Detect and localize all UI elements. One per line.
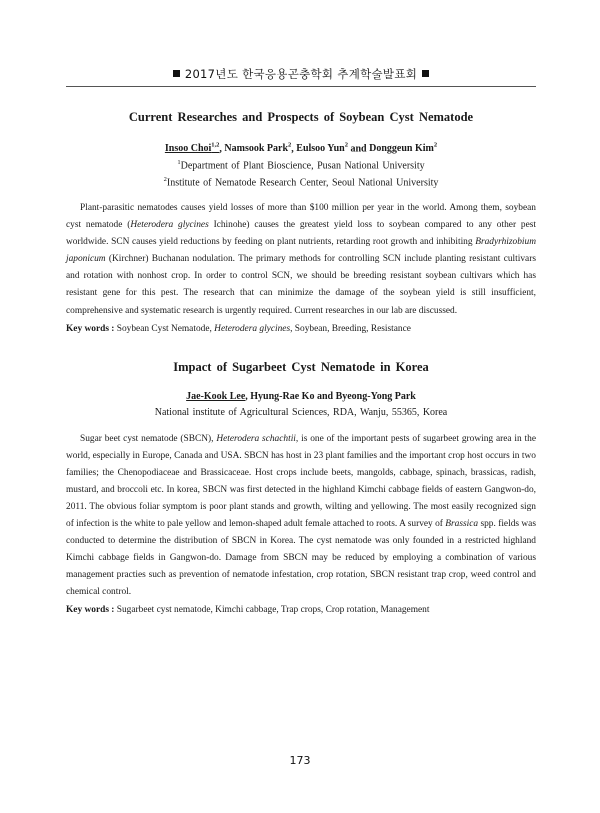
co-authors: , Hyung-Rae Ko and Byeong-Yong Park bbox=[245, 391, 416, 402]
author-list: Insoo Choi$^{1,2}$, Namsook Park$^2$, Eulsoo Yun$^2$ and Donggeun Kim$^2$ bbox=[164, 142, 438, 155]
author-conjunction: and bbox=[350, 143, 367, 155]
keywords: Key words : Sugarbeet cyst nematode, Kimchi cabbage, Trap crops, Crop rotation, Management bbox=[66, 605, 430, 616]
square-bullet-icon bbox=[422, 70, 429, 77]
running-header bbox=[66, 66, 536, 86]
article-soybean-cyst-nematode bbox=[66, 110, 536, 336]
presenting-author: Insoo Choi$^{1,2}$ bbox=[164, 142, 220, 155]
affiliation: $^1$Department of Plant Bioscience, Pusan National University bbox=[177, 159, 425, 172]
keywords-label: Key words : bbox=[66, 605, 115, 616]
abstract: Sugar beet cyst nematode (SBCN), Heterodera schachtii, is one of the important pests of sugarbeet growing area in the world, especially in Europe, Canada and USA. SBCN has host in 23 plant families and the important crop host occurs in two families; the Chenopodiaceae and Brassicaceae. Host crops include beets, mangolds, cabbage, spinach, brassicas, radish, mustard, and broccoli etc. In korea, SBCN was first detected in the highland Kimchi cabbage fields of eastern Gangwon-do, 2011. The obvious foliar symptom is poor plant stands and growth, wilting and yellowing. The most easily recognized sign of infection is the white to pale yellow and lemon-shaped adult female attached to roots. A survey of Brassica spp. fields was conducted to determine the distribution of SBCN in Korea. The cyst nematode was only founded in a restricted highland Kimchi cabbage fields in Gangwon-do. Damage from SBCN may be reduced by employing a combination of various management practies such as prevention of nematode infestation, crop rotation, SBCN resistant trap crop, weed control and chemical control. bbox=[66, 433, 536, 598]
author-list bbox=[66, 391, 536, 402]
abstract: Plant-parasitic nematodes causes yield losses of more than $100 million per year in the world. Among them, soybean cyst nematode (Heterodera glycines Ichinohe) causes the greatest yield loss to soybean compared to any other pest worldwide. SCN causes yield reductions by feeding on plant nutrients, retarding root growth and inhibiting Bradyrhizobium japonicum (Kirchner) Buchanan nodulation. The primary methods for controlling SCN include planting resistant cultivars and rotation with nonhost crop. In order to control SCN, we should be breeding resistant soybean cultivars which has resistant gene for this pest. The research that can minimize the damage of the soybean yield is still insufficient, comprehensive and systematic research is urgently required. Current researches in our lab are discussed. bbox=[66, 202, 536, 316]
presenting-author: Jae-Kook Lee bbox=[186, 391, 246, 402]
keywords: Key words : Soybean Cyst Nematode, Heterodera glycines, Soybean, Breeding, Resistance bbox=[66, 323, 411, 334]
author: Donggeun Kim$^2$ bbox=[369, 142, 438, 155]
square-bullet-icon bbox=[173, 70, 180, 77]
author: Eulsoo Yun$^2$ bbox=[296, 142, 348, 155]
page-number: 173 bbox=[289, 754, 311, 767]
author: Namsook Park$^2$ bbox=[224, 142, 292, 155]
article-title: Current Researches and Prospects of Soybean Cyst Nematode bbox=[128, 110, 474, 124]
article-sugarbeet-cyst-nematode bbox=[66, 360, 536, 617]
affiliation: $^2$Institute of Nematode Research Center, Seoul National University bbox=[163, 176, 439, 189]
article-title: Impact of Sugarbeet Cyst Nematode in Korea bbox=[173, 360, 429, 374]
header-divider bbox=[66, 86, 536, 87]
running-header-text: 2017년도 한국응용곤충학회 추계학술발표회 bbox=[184, 67, 418, 81]
affiliation: National institute of Agricultural Sciences, RDA, Wanju, 55365, Korea bbox=[154, 407, 448, 418]
keywords-label: Key words : bbox=[66, 323, 115, 334]
